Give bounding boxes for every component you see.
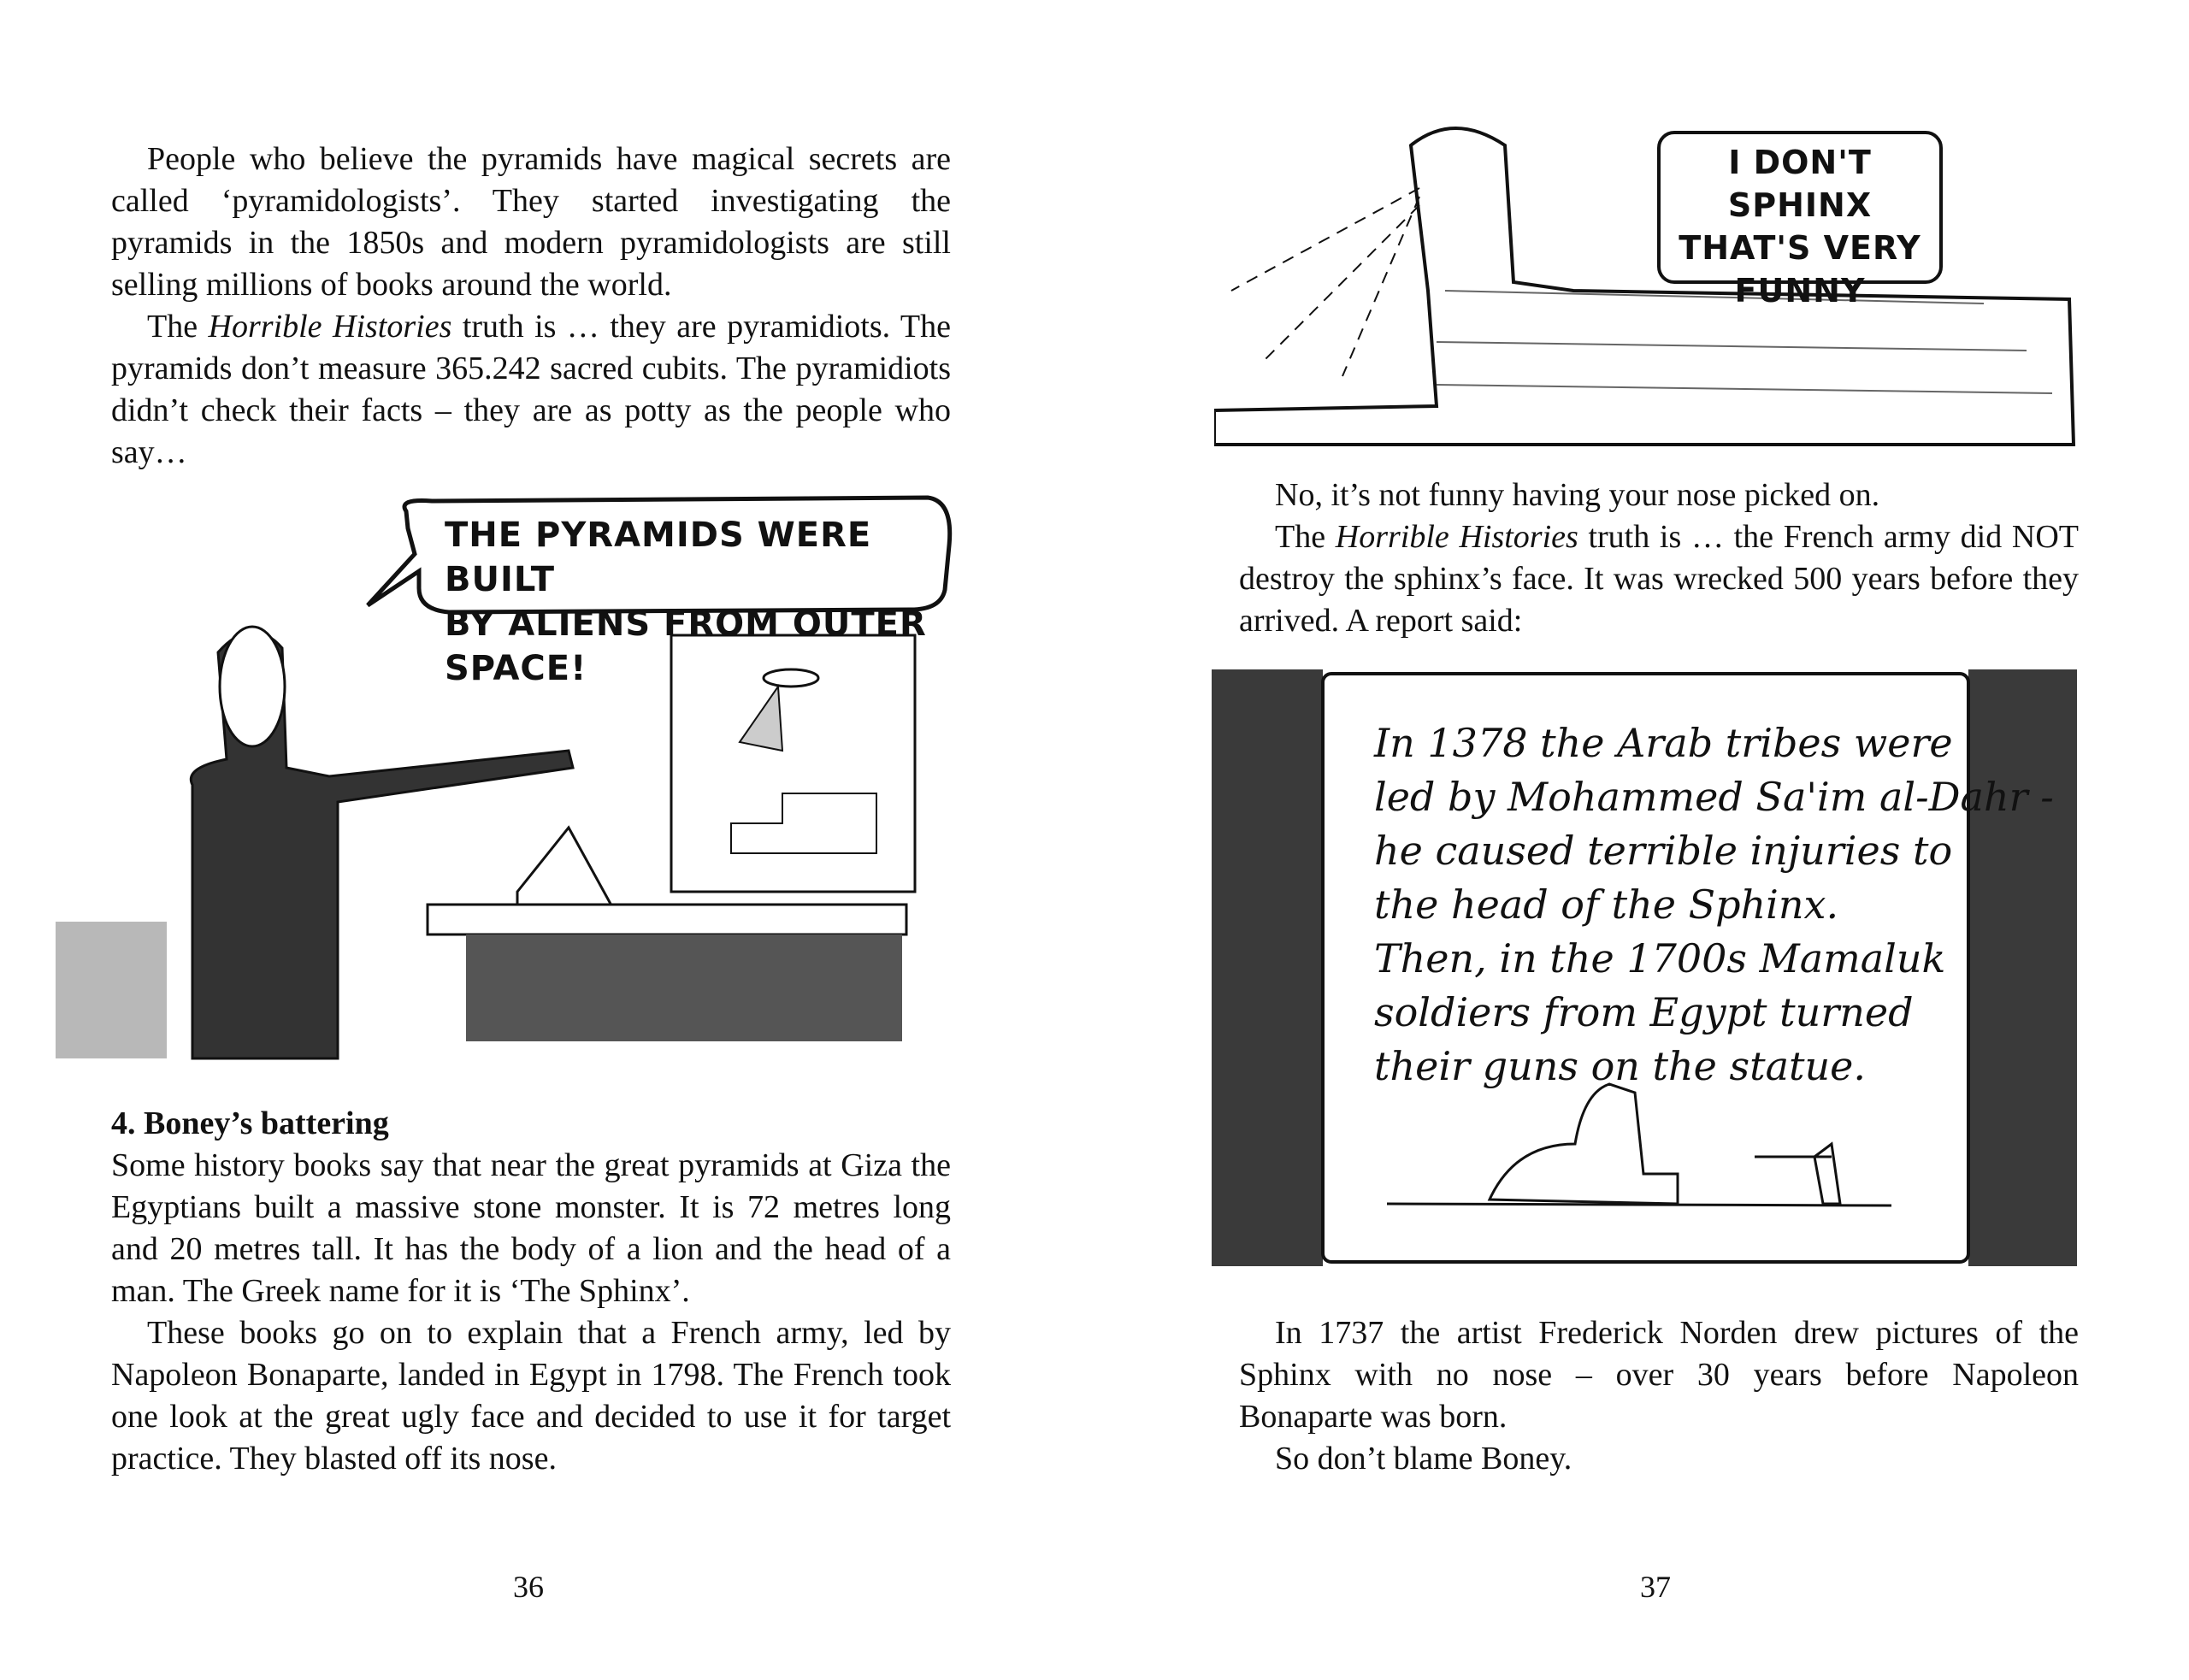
bubble-line: BY ALIENS FROM OUTER SPACE! — [445, 604, 927, 688]
section-heading: 4. Boney’s battering — [111, 1105, 389, 1141]
paragraph: In 1737 the artist Frederick Norden drew pictures of the Sphinx with no nose – over 30 years before Napoleon Bonaparte was born. — [1239, 1315, 2079, 1435]
sphinx-illustration — [1214, 120, 2080, 449]
paragraph: These books go on to explain that a French army, led by Napoleon Bonaparte, landed in Egypt in 1798. The French took one look at the great ugly face and decided to use it for target practice. They blasted off its nose. — [111, 1315, 951, 1477]
report-book-illustration — [1207, 665, 2081, 1270]
paragraph: People who believe the pyramids have magical secrets are called ‘pyramidologists’. They started investigating the pyramids in the 1850s and modern pyramidologists are still selling millions of books around the world. — [111, 141, 951, 303]
page-number: 37 — [1640, 1570, 1671, 1604]
left-sphinx-text — [111, 1103, 951, 1480]
right-norden-text — [1239, 1312, 2079, 1480]
paragraph: The Horrible Histories truth is … the French army did NOT destroy the sphinx’s face. It was wrecked 500 years before they arrived. A report said: — [1239, 519, 2080, 639]
report-line: their guns on the statue. — [1374, 1043, 1866, 1089]
pyramid-aliens-cartoon — [56, 494, 966, 1069]
report-line: led by Mohammed Sa'im al-Dahr - — [1374, 774, 2054, 820]
bubble-line: I DON'T SPHINX — [1727, 144, 1873, 224]
page-number: 36 — [513, 1570, 544, 1604]
paragraph: No, it’s not funny having your nose picked on. — [1275, 477, 1880, 513]
left-intro-text — [111, 139, 951, 474]
report-line: soldiers from Egypt turned — [1374, 989, 1914, 1035]
report-line: In 1378 the Arab tribes were — [1374, 720, 1953, 766]
speech-bubble-sphinx — [1659, 141, 1941, 312]
speech-bubble-aliens — [445, 513, 966, 691]
right-intro-text — [1239, 475, 2079, 642]
paragraph: The Horrible Histories truth is … they are pyramidiots. The pyramids don’t measure 365.242 sacred cubits. The pyramidiots didn’t check their facts – they are as potty as the people who say… — [111, 309, 952, 470]
bubble-line: THAT'S VERY — [1679, 229, 1921, 267]
report-line: the head of the Sphinx. — [1374, 881, 1839, 928]
paragraph: So don’t blame Boney. — [1275, 1441, 1572, 1477]
report-line: Then, in the 1700s Mamaluk — [1374, 935, 1946, 981]
bubble-line: FUNNY — [1734, 272, 1866, 309]
report-line: he caused terrible injuries to — [1374, 828, 1953, 874]
paragraph: Some history books say that near the great pyramids at Giza the Egyptians built a massive stone monster. It is 72 metres long and 20 metres tall. It has the body of a lion and the head of a man. The Greek name for it is ‘The Sphinx’. — [111, 1147, 951, 1309]
report-text — [1374, 716, 2054, 1093]
sphinx-cartoon — [1214, 120, 2080, 449]
bubble-line: THE PYRAMIDS WERE BUILT — [445, 516, 872, 599]
